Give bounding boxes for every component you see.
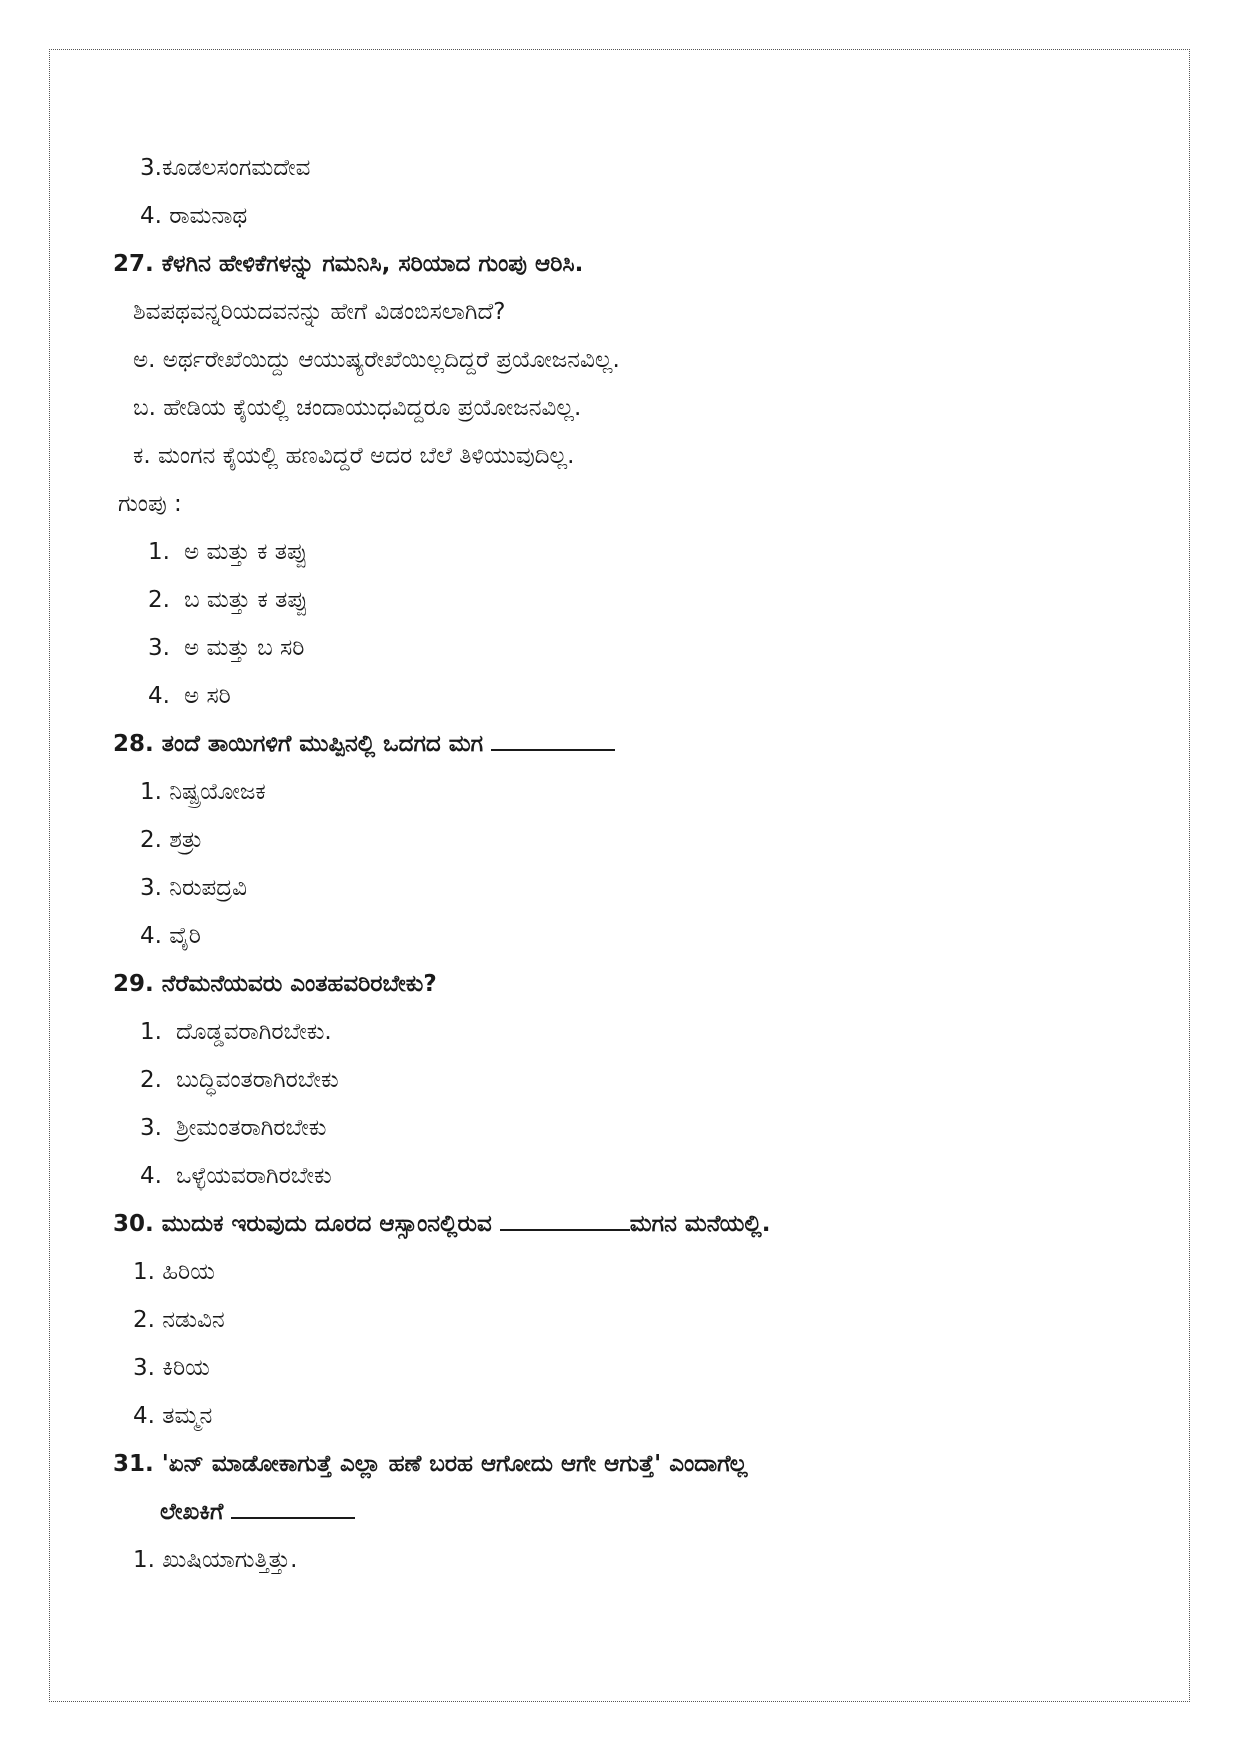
- question-paper-content: [0, 148, 1241, 1588]
- question-27-subtext: ಶಿವಪಥವನ್ನರಿಯದವನನ್ನು ಹೇಗೆ ವಿಡಂಬಿಸಲಾಗಿದೆ?: [133, 299, 506, 325]
- question-30-text-before: 30. ಮುದುಕ ಇರುವುದು ದೂರದ ಆಸ್ಸಾಂನಲ್ಲಿರುವ: [113, 1211, 492, 1237]
- q29-option-4: [0, 1156, 1241, 1204]
- answer-blank: [500, 1205, 630, 1231]
- option-text: ಶ್ರೀಮಂತರಾಗಿರಬೇಕು: [176, 1115, 327, 1141]
- q29-option-2: [0, 1060, 1241, 1108]
- q27-option-2: [0, 580, 1241, 628]
- q30-option-4: 4. ತಮ್ಮನ: [133, 1403, 213, 1429]
- option-number: 2.: [148, 587, 170, 613]
- option-text: ಅ ಮತ್ತು ಕ ತಪ್ಪು: [184, 539, 308, 565]
- q27-option-1: [0, 532, 1241, 580]
- prev-option-4: 4. ರಾಮನಾಥ: [140, 203, 248, 229]
- question-30: [0, 1204, 1241, 1252]
- option-number: 1.: [140, 1019, 162, 1045]
- q30-option-2: 2. ನಡುವಿನ: [133, 1307, 225, 1333]
- q28-option-4: 4. ವೈರಿ: [140, 923, 201, 949]
- option-text: ಒಳ್ಳೆಯವರಾಗಿರಬೇಕು: [176, 1163, 332, 1189]
- prev-option-3: 3.ಕೂಡಲಸಂಗಮದೇವ: [140, 155, 311, 181]
- answer-blank: [491, 725, 615, 751]
- statement-b: ಬ. ಹೇಡಿಯ ಕೈಯಲ್ಲಿ ಚಂದಾಯುಧವಿದ್ದರೂ ಪ್ರಯೋಜನವಿಲ್ಲ.: [133, 395, 582, 421]
- question-28: [0, 724, 1241, 772]
- question-30-text-after: ಮಗನ ಮನೆಯಲ್ಲಿ.: [629, 1211, 771, 1237]
- option-text: ಬ ಮತ್ತು ಕ ತಪ್ಪು: [184, 587, 308, 613]
- question-29: 29. ನೆರೆಮನೆಯವರು ಎಂತಹವರಿರಬೇಕು?: [113, 971, 437, 997]
- q30-option-1: 1. ಹಿರಿಯ: [133, 1259, 215, 1285]
- q29-option-1: [0, 1012, 1241, 1060]
- q28-option-2: 2. ಶತ್ರು: [140, 827, 203, 853]
- option-number: 4.: [148, 683, 170, 709]
- answer-blank: [231, 1493, 355, 1519]
- question-31-text-2: ಲೇಖಕಿಗೆ: [160, 1499, 224, 1525]
- q27-option-4: [0, 676, 1241, 724]
- option-text: ಅ ಸರಿ: [184, 683, 231, 709]
- group-label: ಗುಂಪು :: [118, 491, 182, 517]
- option-number: 2.: [140, 1067, 162, 1093]
- option-text: ಅ ಮತ್ತು ಬ ಸರಿ: [184, 635, 305, 661]
- question-27: 27. ಕೆಳಗಿನ ಹೇಳಿಕೆಗಳನ್ನು ಗಮನಿಸಿ, ಸರಿಯಾದ ಗುಂಪು ಆರಿಸಿ.: [113, 251, 584, 277]
- statement-a: ಅ. ಅರ್ಥರೇಖೆಯಿದ್ದು ಆಯುಷ್ಯರೇಖೆಯಿಲ್ಲದಿದ್ದರೆ ಪ್ರಯೋಜನವಿಲ್ಲ.: [133, 347, 620, 373]
- q27-option-3: [0, 628, 1241, 676]
- statement-k: ಕ. ಮಂಗನ ಕೈಯಲ್ಲಿ ಹಣವಿದ್ದರೆ ಅದರ ಬೆಲೆ ತಿಳಿಯುವುದಿಲ್ಲ.: [133, 443, 575, 469]
- q30-option-3: 3. ಕಿರಿಯ: [133, 1355, 210, 1381]
- q28-option-1: 1. ನಿಷ್ಪ್ರಯೋಜಕ: [140, 779, 266, 805]
- question-31-line-2: [0, 1492, 1241, 1540]
- option-number: 3.: [140, 1115, 162, 1141]
- option-number: 3.: [148, 635, 170, 661]
- question-28-text: 28. ತಂದೆ ತಾಯಿಗಳಿಗೆ ಮುಪ್ಪಿನಲ್ಲಿ ಒದಗದ ಮಗ: [113, 731, 484, 757]
- q31-option-1: 1. ಖುಷಿಯಾಗುತ್ತಿತ್ತು.: [133, 1547, 298, 1573]
- option-number: 1.: [148, 539, 170, 565]
- q29-option-3: [0, 1108, 1241, 1156]
- option-number: 4.: [140, 1163, 162, 1189]
- q28-option-3: 3. ನಿರುಪದ್ರವಿ: [140, 875, 247, 901]
- option-text: ದೊಡ್ಡವರಾಗಿರಬೇಕು.: [176, 1019, 332, 1045]
- question-31: 31. 'ಏನ್ ಮಾಡೋಕಾಗುತ್ತೆ ಎಲ್ಲಾ ಹಣೆ ಬರಹ ಆಗೋದು ಆಗೇ ಆಗುತ್ತೆ' ಎಂದಾಗೆಲ್ಲ: [113, 1451, 748, 1477]
- option-text: ಬುದ್ಧಿವಂತರಾಗಿರಬೇಕು: [176, 1067, 339, 1093]
